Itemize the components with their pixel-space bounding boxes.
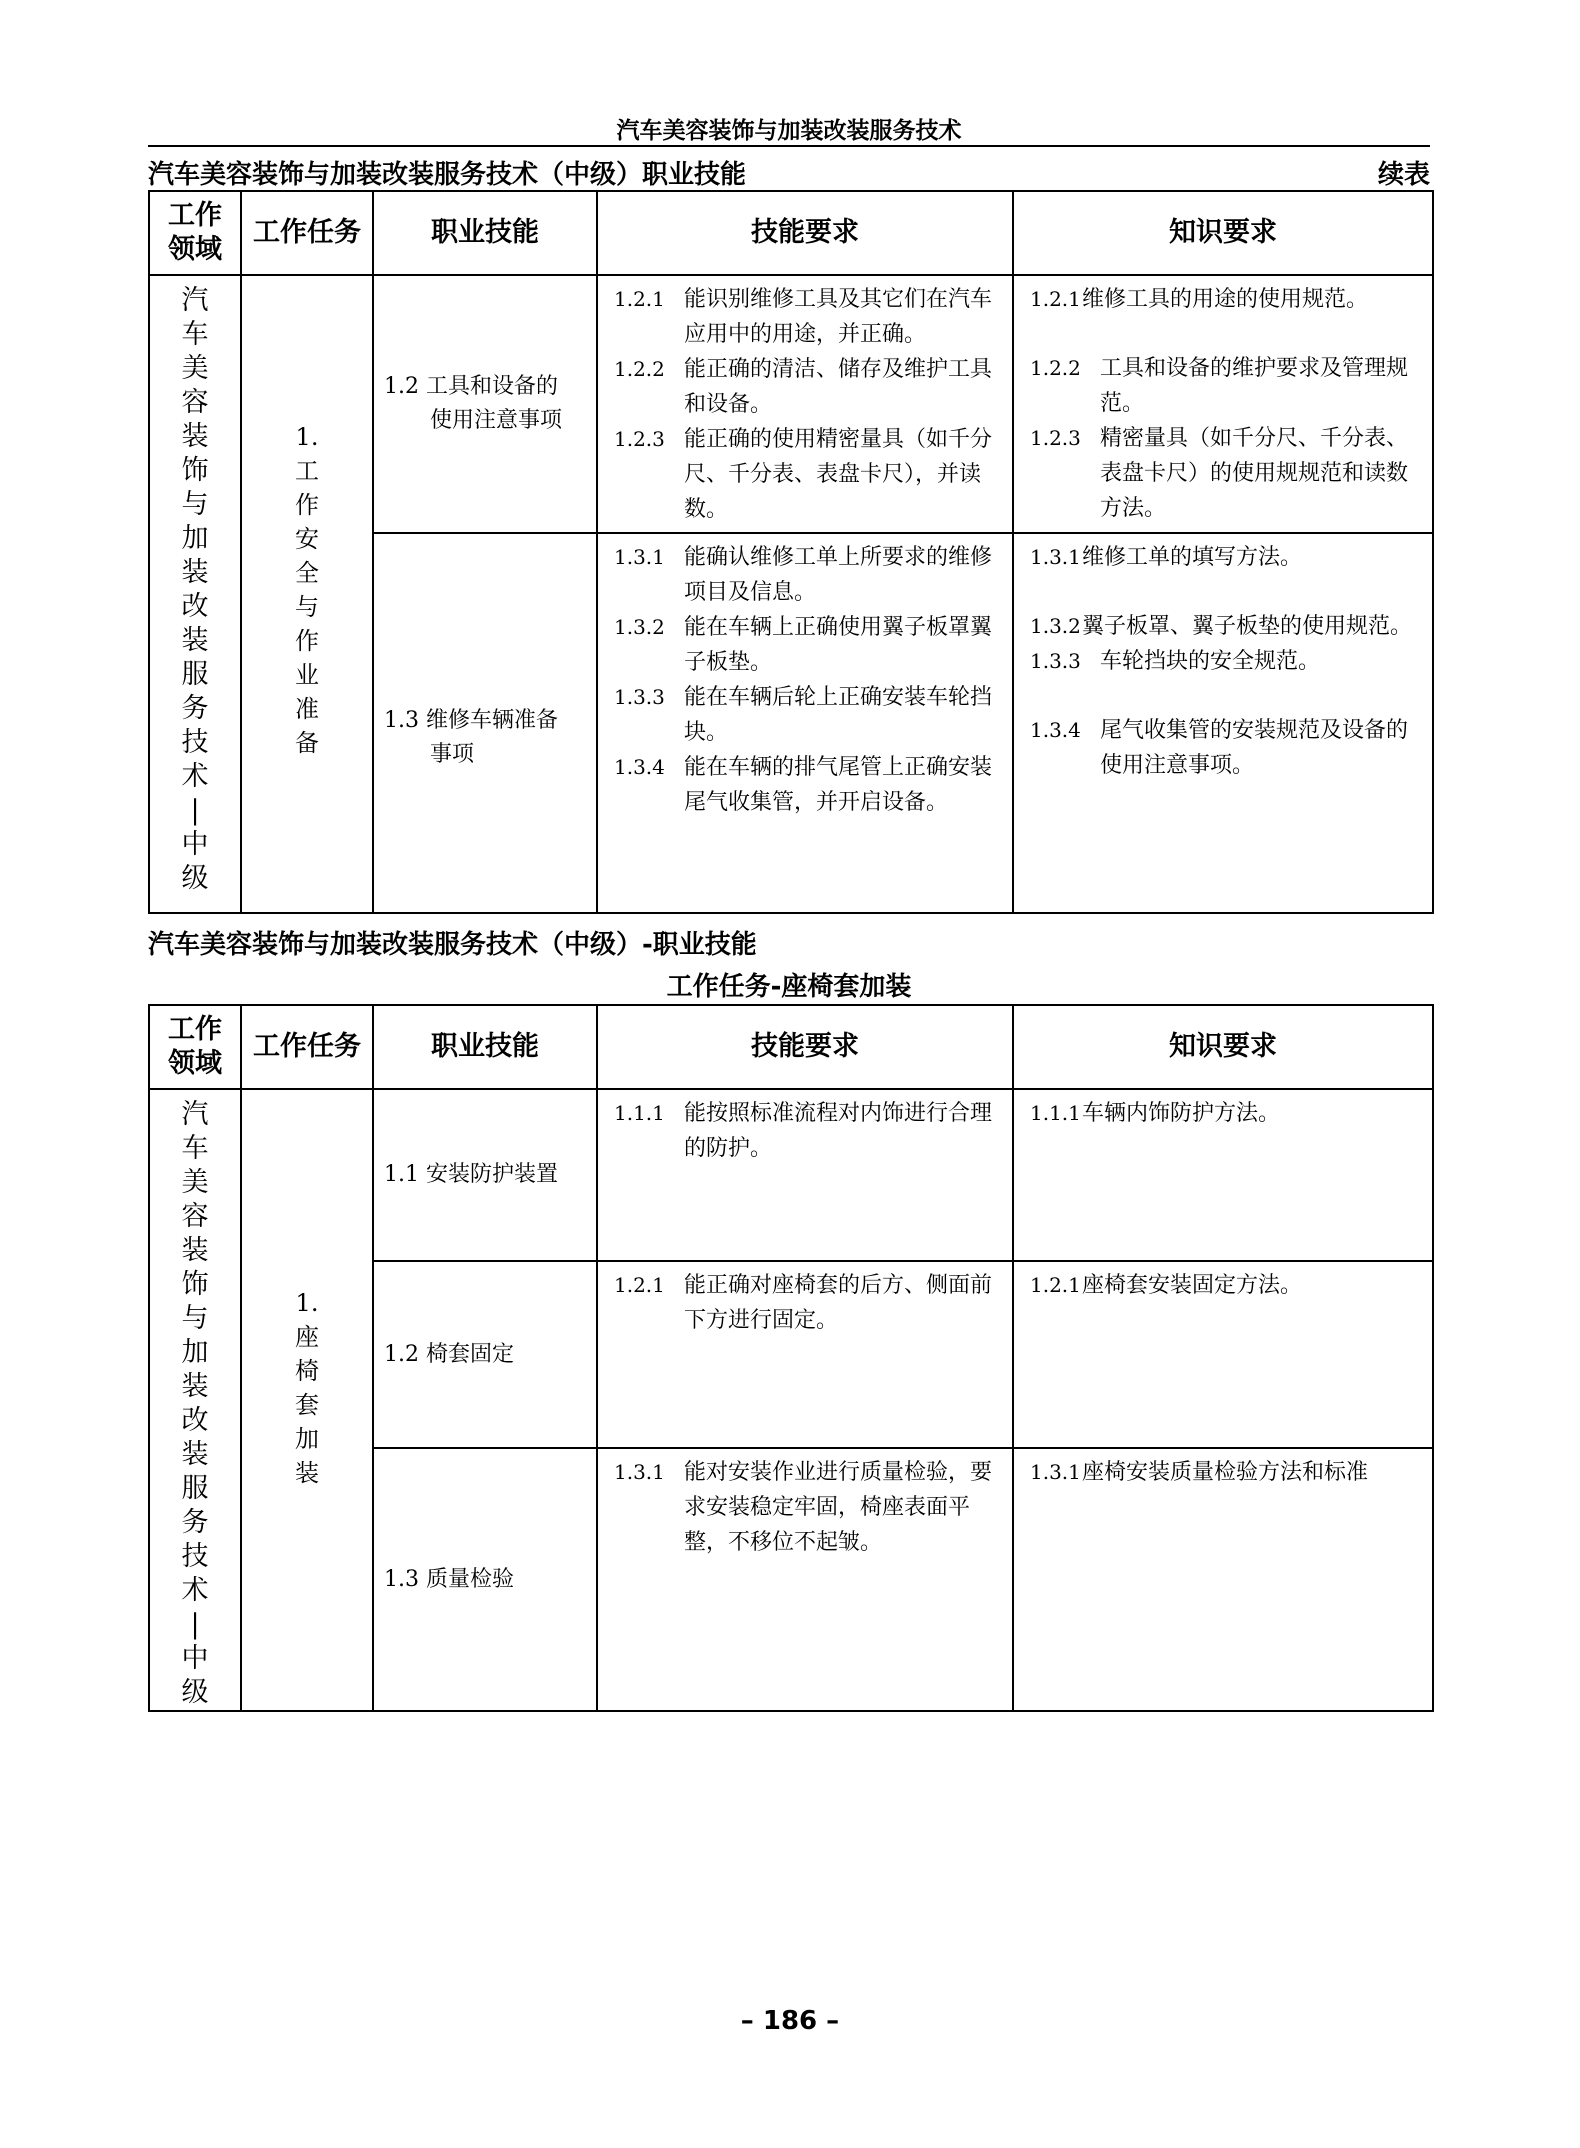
list-item: 1.1.1 能按照标准流程对内饰进行合理的防护。	[614, 1101, 993, 1161]
list-item: 1.2.3 精密量具（如千分尺、千分表、表盘卡尺）的使用规规范和读数方法。	[1030, 426, 1409, 521]
table2-subtitle: 工作任务-座椅套加装	[666, 972, 912, 1002]
header-domain: 工作 领域	[149, 1005, 241, 1089]
list-item: 1.2.1 能正确对座椅套的后方、侧面前下方进行固定。	[614, 1273, 993, 1334]
header-skill-req: 技能要求	[597, 191, 1013, 275]
table2-header-row	[149, 1005, 1433, 1089]
header-skill-req: 技能要求	[597, 1005, 1013, 1089]
header-knowledge-req: 知识要求	[1013, 1005, 1433, 1089]
header-skill: 职业技能	[373, 191, 597, 275]
work-task-cell: 1. 工 作 安 全 与 作 业 准 备	[241, 275, 373, 913]
work-domain-cell: 汽 车 美 容 装 饰 与 加 装 改 装 服 务 技 术 | 中 级	[149, 1089, 241, 1711]
knowledge-req-cell	[1013, 1448, 1433, 1711]
page-number: – 186 –	[740, 2006, 840, 2036]
list-item: 1.3.2 能在车辆上正确使用翼子板罩翼子板垫。	[614, 615, 993, 675]
skill-req-cell	[597, 533, 1013, 913]
header-rule	[148, 145, 1430, 147]
header-skill: 职业技能	[373, 1005, 597, 1089]
knowledge-req-cell	[1013, 1261, 1433, 1448]
table2-title: 汽车美容装饰与加装改装服务技术（中级）-职业技能	[148, 930, 757, 960]
header-domain: 工作 领域	[149, 191, 241, 275]
list-item: 1.2.2 能正确的清洁、储存及维护工具和设备。	[614, 357, 993, 417]
list-item: 1.3.2 翼子板罩、翼子板垫的使用规范。	[1030, 614, 1413, 639]
list-item: 1.3.1 能确认维修工单上所要求的维修项目及信息。	[614, 545, 993, 605]
skill-req-cell	[597, 1448, 1013, 1711]
skill-cell: 1.3 维修车辆准备 事项	[373, 533, 597, 913]
skill-cell: 1.2 椅套固定	[373, 1261, 597, 1448]
header-task: 工作任务	[241, 1005, 373, 1089]
skill-cell: 1.1 安装防护装置	[373, 1089, 597, 1261]
skill-cell: 1.3 质量检验	[373, 1448, 597, 1711]
skill-cell: 1.2 工具和设备的 使用注意事项	[373, 275, 597, 533]
list-item: 1.2.1 座椅套安装固定方法。	[1030, 1273, 1303, 1299]
table1-header-row	[149, 191, 1433, 275]
work-task-cell: 1. 座 椅 套 加 装	[241, 1089, 373, 1711]
list-item: 1.3.1 维修工单的填写方法。	[1030, 545, 1303, 570]
skill-req-cell	[597, 1089, 1013, 1261]
table1	[148, 190, 1434, 914]
list-item: 1.2.1 能识别维修工具及其它们在汽车应用中的用途，并正确。	[614, 287, 993, 347]
header-knowledge-req: 知识要求	[1013, 191, 1433, 275]
knowledge-req-cell	[1013, 533, 1433, 913]
list-item: 1.2.3 能正确的使用精密量具（如千分尺、千分表、表盘卡尺），并读数。	[614, 427, 993, 522]
continued-label: 续表	[1377, 160, 1430, 190]
table-row	[149, 275, 1433, 533]
knowledge-req-cell	[1013, 275, 1433, 533]
knowledge-req-cell	[1013, 1089, 1433, 1261]
list-item: 1.3.3 车轮挡块的安全规范。	[1030, 649, 1321, 674]
list-item: 1.3.4 能在车辆的排气尾管上正确安装尾气收集管，并开启设备。	[614, 755, 993, 815]
list-item: 1.1.1 车辆内饰防护方法。	[1030, 1101, 1281, 1126]
running-head: 汽车美容装饰与加装改装服务技术	[616, 117, 962, 144]
list-item: 1.2.1 维修工具的用途的使用规范。	[1030, 287, 1369, 312]
list-item: 1.3.1 能对安装作业进行质量检验，要求安装稳定牢固，椅座表面平整，不移位不起皱。	[614, 1460, 993, 1556]
list-item: 1.2.2 工具和设备的维护要求及管理规范。	[1030, 356, 1409, 416]
table1-title: 汽车美容装饰与加装改装服务技术（中级）职业技能	[148, 160, 747, 190]
table2	[148, 1004, 1434, 1712]
work-domain-cell: 汽 车 美 容 装 饰 与 加 装 改 装 服 务 技 术 | 中 级	[149, 275, 241, 913]
skill-req-cell	[597, 275, 1013, 533]
list-item: 1.3.1 座椅安装质量检验方法和标准	[1030, 1460, 1369, 1486]
list-item: 1.3.3 能在车辆后轮上正确安装车轮挡块。	[614, 685, 993, 745]
list-item: 1.3.4 尾气收集管的安装规范及设备的使用注意事项。	[1030, 718, 1409, 778]
header-task: 工作任务	[241, 191, 373, 275]
skill-req-cell	[597, 1261, 1013, 1448]
table-row	[149, 1089, 1433, 1261]
